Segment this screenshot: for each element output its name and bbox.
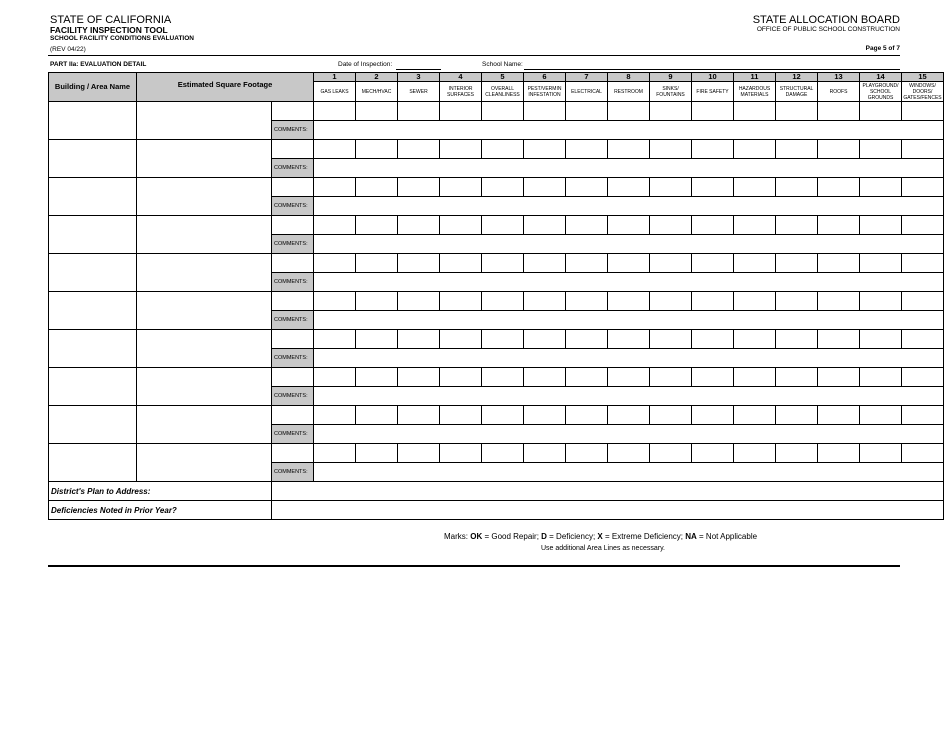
part-title: PART IIa: EVALUATION DETAIL — [50, 61, 147, 68]
mark-cell[interactable] — [734, 102, 776, 121]
sqft-cell[interactable] — [137, 292, 272, 330]
mark-cell[interactable] — [356, 330, 398, 349]
legend-prefix: Marks: — [444, 532, 471, 541]
building-name-cell[interactable] — [49, 140, 137, 178]
comments-field[interactable] — [314, 235, 944, 254]
school-label: School Name: — [482, 61, 523, 68]
mark-cell[interactable] — [650, 444, 692, 463]
column-label-13: ROOFS — [818, 82, 860, 102]
mark-cell[interactable] — [650, 140, 692, 159]
mark-cell[interactable] — [398, 368, 440, 387]
mark-cell[interactable] — [776, 178, 818, 197]
table-row — [49, 254, 944, 273]
table-row — [49, 178, 944, 197]
comments-label: COMMENTS: — [272, 159, 314, 178]
mark-cell[interactable] — [482, 140, 524, 159]
mark-cell[interactable] — [902, 406, 944, 425]
table-row — [49, 292, 944, 311]
row-spacer-cell — [272, 102, 314, 121]
sqft-header: Estimated Square Footage — [137, 73, 314, 102]
mark-cell[interactable] — [398, 292, 440, 311]
column-number-2: 2 — [356, 73, 398, 82]
mark-cell[interactable] — [566, 406, 608, 425]
school-field[interactable] — [524, 69, 900, 70]
mark-cell[interactable] — [902, 368, 944, 387]
mark-cell[interactable] — [776, 406, 818, 425]
mark-cell[interactable] — [524, 444, 566, 463]
mark-cell[interactable] — [608, 216, 650, 235]
mark-cell[interactable] — [314, 368, 356, 387]
mark-cell[interactable] — [398, 254, 440, 273]
mark-cell[interactable] — [734, 330, 776, 349]
column-label-4: INTERIOR SURFACES — [440, 82, 482, 102]
mark-cell[interactable] — [566, 254, 608, 273]
mark-cell[interactable] — [482, 178, 524, 197]
comments-field[interactable] — [314, 159, 944, 178]
mark-cell[interactable] — [650, 178, 692, 197]
mark-cell[interactable] — [482, 444, 524, 463]
mark-cell[interactable] — [650, 102, 692, 121]
column-number-10: 10 — [692, 73, 734, 82]
mark-cell[interactable] — [734, 216, 776, 235]
sqft-cell[interactable] — [137, 216, 272, 254]
mark-cell[interactable] — [776, 368, 818, 387]
sqft-cell[interactable] — [137, 254, 272, 292]
column-label-5: OVERALL CLEANLINESS — [482, 82, 524, 102]
mark-cell[interactable] — [818, 178, 860, 197]
tool-title: FACILITY INSPECTION TOOL — [50, 25, 168, 35]
top-divider — [48, 55, 900, 56]
legend-x-text: = Extreme Deficiency; — [602, 532, 686, 541]
mark-cell[interactable] — [398, 406, 440, 425]
mark-cell[interactable] — [734, 254, 776, 273]
sqft-cell[interactable] — [137, 140, 272, 178]
mark-cell[interactable] — [734, 406, 776, 425]
mark-cell[interactable] — [482, 368, 524, 387]
row-spacer-cell — [272, 406, 314, 425]
mark-cell[interactable] — [608, 292, 650, 311]
mark-cell[interactable] — [818, 330, 860, 349]
mark-cell[interactable] — [356, 368, 398, 387]
mark-cell[interactable] — [398, 140, 440, 159]
mark-cell[interactable] — [482, 330, 524, 349]
mark-cell[interactable] — [860, 368, 902, 387]
mark-cell[interactable] — [440, 292, 482, 311]
mark-cell[interactable] — [692, 406, 734, 425]
mark-cell[interactable] — [440, 444, 482, 463]
mark-cell[interactable] — [440, 178, 482, 197]
mark-cell[interactable] — [650, 216, 692, 235]
column-label-8: RESTROOM — [608, 82, 650, 102]
column-number-3: 3 — [398, 73, 440, 82]
mark-cell[interactable] — [818, 368, 860, 387]
mark-cell[interactable] — [734, 292, 776, 311]
mark-cell[interactable] — [692, 330, 734, 349]
comments-label: COMMENTS: — [272, 387, 314, 406]
bottom-divider — [48, 565, 900, 567]
column-label-14: PLAYGROUND/ SCHOOL GROUNDS — [860, 82, 902, 102]
mark-cell[interactable] — [860, 406, 902, 425]
mark-cell[interactable] — [566, 178, 608, 197]
mark-cell[interactable] — [314, 330, 356, 349]
mark-cell[interactable] — [692, 368, 734, 387]
mark-cell[interactable] — [860, 330, 902, 349]
mark-cell[interactable] — [650, 330, 692, 349]
mark-cell[interactable] — [314, 254, 356, 273]
legend-d-text: = Deficiency; — [546, 532, 598, 541]
mark-cell[interactable] — [734, 140, 776, 159]
mark-cell[interactable] — [524, 368, 566, 387]
mark-cell[interactable] — [314, 102, 356, 121]
mark-cell[interactable] — [356, 444, 398, 463]
column-label-12: STRUCTURAL DAMAGE — [776, 82, 818, 102]
comments-field[interactable] — [314, 121, 944, 140]
legend-ok: OK — [470, 532, 483, 541]
row-spacer-cell — [272, 292, 314, 311]
mark-cell[interactable] — [608, 140, 650, 159]
mark-cell[interactable] — [860, 178, 902, 197]
column-number-7: 7 — [566, 73, 608, 82]
mark-cell[interactable] — [398, 178, 440, 197]
building-name-cell[interactable] — [49, 330, 137, 368]
prior-deficiencies-label: Deficiencies Noted in Prior Year? — [49, 501, 272, 520]
comments-label: COMMENTS: — [272, 349, 314, 368]
mark-cell[interactable] — [440, 368, 482, 387]
mark-cell[interactable] — [608, 178, 650, 197]
legend-na: NA — [685, 532, 697, 541]
mark-cell[interactable] — [566, 102, 608, 121]
building-name-cell[interactable] — [49, 292, 137, 330]
mark-cell[interactable] — [524, 178, 566, 197]
mark-cell[interactable] — [482, 292, 524, 311]
mark-cell[interactable] — [524, 406, 566, 425]
table-row — [49, 216, 944, 235]
mark-cell[interactable] — [524, 330, 566, 349]
mark-cell[interactable] — [398, 102, 440, 121]
row-spacer-cell — [272, 444, 314, 463]
mark-cell[interactable] — [692, 102, 734, 121]
mark-cell[interactable] — [524, 216, 566, 235]
column-label-15: WINDOWS/ DOORS/ GATES/FENCES — [903, 82, 942, 101]
mark-cell[interactable] — [692, 216, 734, 235]
mark-cell[interactable] — [314, 444, 356, 463]
mark-cell[interactable] — [860, 444, 902, 463]
row-spacer-cell — [272, 254, 314, 273]
mark-cell[interactable] — [860, 216, 902, 235]
comments-label: COMMENTS: — [272, 121, 314, 140]
mark-cell[interactable] — [608, 102, 650, 121]
mark-cell[interactable] — [524, 102, 566, 121]
mark-cell[interactable] — [902, 254, 944, 273]
mark-cell[interactable] — [356, 178, 398, 197]
prior-deficiencies-field[interactable] — [272, 501, 944, 520]
mark-cell[interactable] — [776, 444, 818, 463]
mark-cell[interactable] — [482, 254, 524, 273]
row-spacer-cell — [272, 368, 314, 387]
sqft-cell[interactable] — [137, 444, 272, 482]
building-name-cell[interactable] — [49, 444, 137, 482]
row-spacer-cell — [272, 140, 314, 159]
mark-cell[interactable] — [776, 140, 818, 159]
state-title: STATE OF CALIFORNIA — [50, 14, 172, 26]
building-name-cell[interactable] — [49, 178, 137, 216]
comments-field[interactable] — [314, 387, 944, 406]
mark-cell[interactable] — [608, 368, 650, 387]
district-plan-field[interactable] — [272, 482, 944, 501]
mark-cell[interactable] — [440, 216, 482, 235]
mark-cell[interactable] — [860, 140, 902, 159]
mark-cell[interactable] — [818, 254, 860, 273]
sqft-cell[interactable] — [137, 368, 272, 406]
mark-cell[interactable] — [818, 102, 860, 121]
table-row — [49, 444, 944, 463]
column-label-3: SEWER — [398, 82, 440, 102]
legend-note: Use additional Area Lines as necessary. — [541, 545, 665, 552]
mark-cell[interactable] — [692, 254, 734, 273]
mark-cell[interactable] — [902, 444, 944, 463]
mark-cell[interactable] — [818, 140, 860, 159]
mark-cell[interactable] — [314, 178, 356, 197]
mark-cell[interactable] — [314, 406, 356, 425]
mark-cell[interactable] — [776, 216, 818, 235]
mark-cell[interactable] — [608, 444, 650, 463]
mark-cell[interactable] — [314, 292, 356, 311]
row-spacer-cell — [272, 216, 314, 235]
mark-cell[interactable] — [356, 254, 398, 273]
sqft-cell[interactable] — [137, 330, 272, 368]
legend-d: D — [541, 532, 547, 541]
mark-cell[interactable] — [314, 216, 356, 235]
mark-cell[interactable] — [776, 292, 818, 311]
comments-field[interactable] — [314, 349, 944, 368]
date-label: Date of Inspection: — [338, 61, 393, 68]
office-title: OFFICE OF PUBLIC SCHOOL CONSTRUCTION — [756, 26, 900, 33]
legend-x: X — [597, 532, 603, 541]
table-row — [49, 368, 944, 387]
column-number-9: 9 — [650, 73, 692, 82]
column-number-8: 8 — [608, 73, 650, 82]
table-row — [49, 140, 944, 159]
comments-label: COMMENTS: — [272, 197, 314, 216]
row-spacer-cell — [272, 330, 314, 349]
mark-cell[interactable] — [566, 368, 608, 387]
mark-cell[interactable] — [692, 444, 734, 463]
page-number: Page 5 of 7 — [865, 45, 900, 52]
mark-cell[interactable] — [356, 292, 398, 311]
column-label-6: PEST/VERMIN INFESTATION — [524, 82, 566, 102]
comments-field[interactable] — [314, 463, 944, 482]
legend-na-text: = Not Applicable — [696, 532, 758, 541]
mark-cell[interactable] — [818, 216, 860, 235]
mark-cell[interactable] — [482, 216, 524, 235]
mark-cell[interactable] — [524, 140, 566, 159]
mark-cell[interactable] — [902, 292, 944, 311]
sqft-cell[interactable] — [137, 406, 272, 444]
mark-cell[interactable] — [314, 140, 356, 159]
building-name-cell[interactable] — [49, 368, 137, 406]
building-name-cell[interactable] — [49, 254, 137, 292]
mark-cell[interactable] — [356, 140, 398, 159]
mark-cell[interactable] — [734, 444, 776, 463]
building-name-cell[interactable] — [49, 216, 137, 254]
mark-cell[interactable] — [818, 444, 860, 463]
table-row — [49, 406, 944, 425]
mark-cell[interactable] — [902, 102, 944, 121]
mark-cell[interactable] — [440, 330, 482, 349]
mark-cell[interactable] — [524, 254, 566, 273]
mark-cell[interactable] — [692, 292, 734, 311]
mark-cell[interactable] — [860, 102, 902, 121]
mark-cell[interactable] — [776, 102, 818, 121]
comments-label: COMMENTS: — [272, 235, 314, 254]
mark-cell[interactable] — [902, 330, 944, 349]
mark-cell[interactable] — [356, 102, 398, 121]
district-plan-label: District's Plan to Address: — [49, 482, 272, 501]
form-subtitle: SCHOOL FACILITY CONDITIONS EVALUATION — [50, 35, 194, 42]
mark-cell[interactable] — [902, 178, 944, 197]
mark-cell[interactable] — [608, 254, 650, 273]
mark-cell[interactable] — [398, 444, 440, 463]
mark-cell[interactable] — [440, 140, 482, 159]
mark-cell[interactable] — [776, 330, 818, 349]
comments-label: COMMENTS: — [272, 311, 314, 330]
comments-label: COMMENTS: — [272, 425, 314, 444]
mark-cell[interactable] — [356, 216, 398, 235]
mark-cell[interactable] — [692, 140, 734, 159]
comments-field[interactable] — [314, 197, 944, 216]
mark-cell[interactable] — [566, 330, 608, 349]
column-label-7: ELECTRICAL — [566, 82, 608, 102]
column-number-11: 11 — [734, 73, 776, 82]
mark-cell[interactable] — [566, 292, 608, 311]
column-number-14: 14 — [860, 73, 902, 82]
legend-ok-text: = Good Repair; — [482, 532, 542, 541]
mark-cell[interactable] — [902, 140, 944, 159]
mark-cell[interactable] — [734, 368, 776, 387]
comments-field[interactable] — [314, 273, 944, 292]
mark-cell[interactable] — [650, 254, 692, 273]
table-row — [49, 102, 944, 121]
board-title: STATE ALLOCATION BOARD — [752, 14, 900, 26]
column-label-1: GAS LEAKS — [314, 82, 356, 102]
mark-cell[interactable] — [398, 330, 440, 349]
mark-cell[interactable] — [566, 444, 608, 463]
column-label-11: HAZARDOUS MATERIALS — [734, 82, 776, 102]
table-row — [49, 330, 944, 349]
column-number-6: 6 — [524, 73, 566, 82]
mark-cell[interactable] — [608, 330, 650, 349]
column-number-4: 4 — [440, 73, 482, 82]
building-header: Building / Area Name — [49, 73, 137, 102]
mark-cell[interactable] — [482, 406, 524, 425]
mark-cell[interactable] — [776, 254, 818, 273]
mark-cell[interactable] — [566, 216, 608, 235]
building-name-cell[interactable] — [49, 102, 137, 140]
revision: (REV 04/22) — [50, 46, 86, 53]
mark-cell[interactable] — [356, 406, 398, 425]
column-label-10: FIRE SAFETY — [692, 82, 734, 102]
prior-deficiencies-row — [49, 501, 944, 520]
mark-cell[interactable] — [650, 368, 692, 387]
mark-cell[interactable] — [818, 292, 860, 311]
mark-cell[interactable] — [566, 140, 608, 159]
mark-cell[interactable] — [692, 178, 734, 197]
mark-cell[interactable] — [608, 406, 650, 425]
comments-label: COMMENTS: — [272, 273, 314, 292]
building-name-cell[interactable] — [49, 406, 137, 444]
column-number-5: 5 — [482, 73, 524, 82]
district-plan-row — [49, 482, 944, 501]
mark-cell[interactable] — [734, 178, 776, 197]
column-label-9: SINKS/ FOUNTAINS — [650, 82, 692, 102]
comments-field[interactable] — [314, 425, 944, 444]
mark-cell[interactable] — [482, 102, 524, 121]
marks-legend — [444, 532, 757, 541]
comments-label: COMMENTS: — [272, 463, 314, 482]
comments-field[interactable] — [314, 311, 944, 330]
mark-cell[interactable] — [440, 406, 482, 425]
sqft-cell[interactable] — [137, 102, 272, 140]
mark-cell[interactable] — [524, 292, 566, 311]
mark-cell[interactable] — [398, 216, 440, 235]
column-number-12: 12 — [776, 73, 818, 82]
column-number-1: 1 — [314, 73, 356, 82]
row-spacer-cell — [272, 178, 314, 197]
mark-cell[interactable] — [860, 254, 902, 273]
mark-cell[interactable] — [818, 406, 860, 425]
date-field[interactable] — [396, 69, 441, 70]
mark-cell[interactable] — [650, 292, 692, 311]
column-label-2: MECH/HVAC — [356, 82, 398, 102]
column-number-13: 13 — [818, 73, 860, 82]
mark-cell[interactable] — [650, 406, 692, 425]
column-number-15: 15 — [902, 73, 944, 82]
mark-cell[interactable] — [440, 254, 482, 273]
mark-cell[interactable] — [860, 292, 902, 311]
mark-cell[interactable] — [902, 216, 944, 235]
sqft-cell[interactable] — [137, 178, 272, 216]
evaluation-table — [48, 72, 944, 520]
mark-cell[interactable] — [440, 102, 482, 121]
